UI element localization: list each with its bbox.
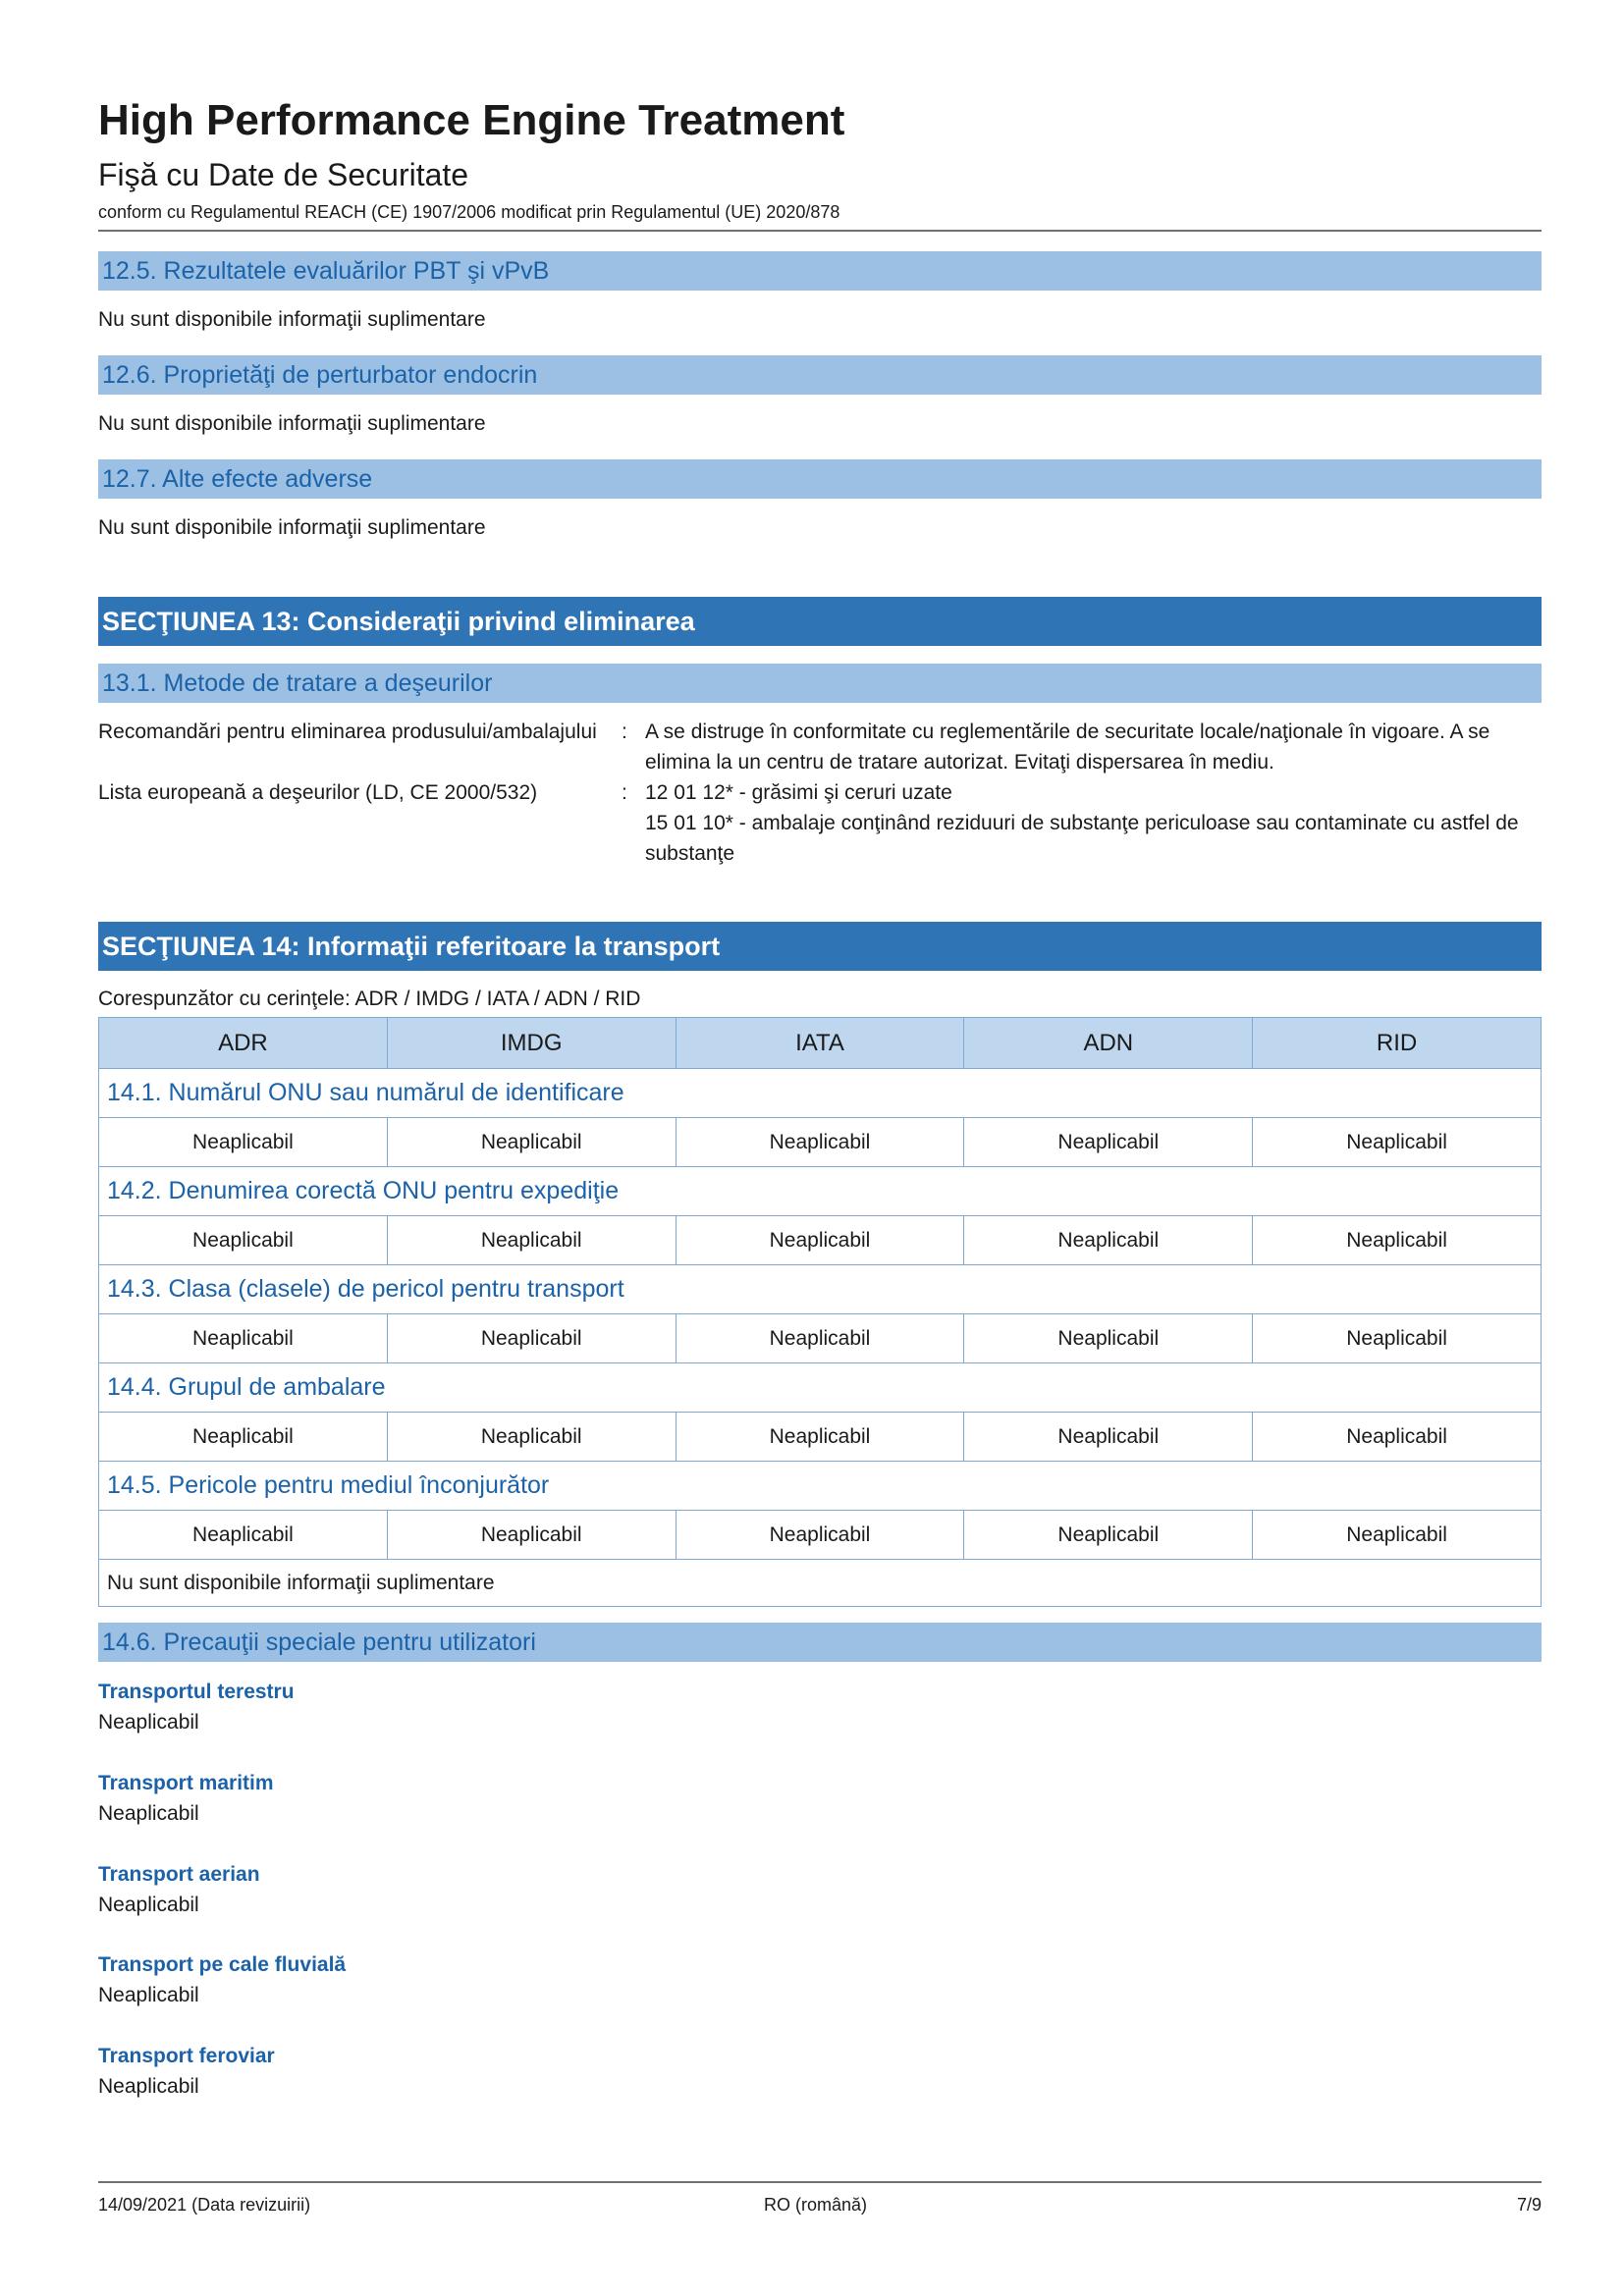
table-subheading-row: [99, 1069, 1542, 1118]
table-cell: Neaplicabil: [387, 1511, 676, 1560]
table-cell: Neaplicabil: [676, 1511, 964, 1560]
subsection-12-5-text: Nu sunt disponibile informaţii suplimentare: [98, 308, 486, 331]
table-cell: Neaplicabil: [964, 1413, 1253, 1462]
table-subheading-row: [99, 1265, 1542, 1314]
table-cell: Neaplicabil: [387, 1314, 676, 1363]
transport-compliance-note: Corespunzător cu cerinţele: ADR / IMDG / IATA / ADN / RID: [98, 988, 641, 1010]
subsection-12-6-text: Nu sunt disponibile informaţii suplimentare: [98, 412, 486, 435]
label-separator: :: [622, 781, 627, 804]
disposal-recommendation-label: Recomandări pentru eliminarea produsului/ambalajului: [98, 721, 597, 743]
column-header-adn: ADN: [964, 1018, 1253, 1069]
table-cell: Neaplicabil: [964, 1511, 1253, 1560]
table-header-row: [99, 1018, 1542, 1069]
subsection-13-1-heading: 13.1. Metode de tratare a deşeurilor: [98, 664, 1542, 703]
table-cell: Neaplicabil: [99, 1413, 388, 1462]
table-note-row: [99, 1560, 1542, 1607]
table-cell: Neaplicabil: [1253, 1216, 1542, 1265]
regulation-note: conform cu Regulamentul REACH (CE) 1907/2006 modificat prin Regulamentul (UE) 2020/878: [98, 202, 840, 222]
road-transport-label: Transportul terestru: [98, 1681, 295, 1703]
inland-waterway-transport-value: Neaplicabil: [98, 1984, 199, 2006]
table-cell: Neaplicabil: [99, 1314, 388, 1363]
waste-list-value: [645, 777, 1542, 869]
table-cell: Neaplicabil: [964, 1118, 1253, 1167]
section-13-heading: SECŢIUNEA 13: Consideraţii privind eliminarea: [98, 597, 1542, 646]
disposal-recommendation-value: A se distruge în conformitate cu reglementările de securitate locale/naţionale în vigoare. A se elimina la un centru de tratare autorizat. Evitaţi dispersarea în mediu.: [645, 721, 1490, 774]
section-14-heading: SECŢIUNEA 14: Informaţii referitoare la transport: [98, 922, 1542, 971]
table-cell: Neaplicabil: [99, 1118, 388, 1167]
subsection-14-3-heading: 14.3. Clasa (clasele) de pericol pentru transport: [99, 1265, 1542, 1314]
subsection-14-6-heading: 14.6. Precauţii speciale pentru utilizatori: [98, 1623, 1542, 1662]
table-cell: Neaplicabil: [387, 1216, 676, 1265]
table-cell: Neaplicabil: [1253, 1118, 1542, 1167]
subsection-12-7-text: Nu sunt disponibile informaţii suplimentare: [98, 516, 486, 539]
table-row: [99, 1216, 1542, 1265]
road-transport-value: Neaplicabil: [98, 1711, 199, 1734]
subsection-12-6-heading: 12.6. Proprietăţi de perturbator endocrin: [98, 355, 1542, 395]
table-cell: Neaplicabil: [964, 1216, 1253, 1265]
table-row: [99, 1314, 1542, 1363]
table-cell: Neaplicabil: [964, 1314, 1253, 1363]
subsection-14-5-heading: 14.5. Pericole pentru mediul înconjurător: [99, 1462, 1542, 1511]
document-language: RO (română): [764, 2195, 868, 2215]
label-separator: :: [622, 721, 627, 743]
table-cell: Neaplicabil: [1253, 1314, 1542, 1363]
transport-table: [98, 1017, 1542, 1607]
table-subheading-row: [99, 1167, 1542, 1216]
waste-code-2: 15 01 10* - ambalaje conţinând reziduuri de substanţe periculoase sau contaminate cu astfel de substanţe: [645, 812, 1519, 865]
sea-transport-value: Neaplicabil: [98, 1802, 199, 1825]
table-cell: Neaplicabil: [1253, 1511, 1542, 1560]
table-note: Nu sunt disponibile informaţii suplimentare: [99, 1560, 1542, 1607]
rail-transport-label: Transport feroviar: [98, 2045, 275, 2067]
sea-transport-label: Transport maritim: [98, 1772, 274, 1794]
table-cell: Neaplicabil: [676, 1413, 964, 1462]
column-header-imdg: IMDG: [387, 1018, 676, 1069]
document-subtitle: Fişă cu Date de Securitate: [98, 157, 469, 192]
waste-code-1: 12 01 12* - grăsimi şi ceruri uzate: [645, 781, 952, 804]
table-cell: Neaplicabil: [387, 1413, 676, 1462]
table-subheading-row: [99, 1462, 1542, 1511]
page-number: 7/9: [1516, 2195, 1542, 2215]
document-title: High Performance Engine Treatment: [98, 96, 845, 144]
subsection-12-7-heading: 12.7. Alte efecte adverse: [98, 459, 1542, 499]
table-cell: Neaplicabil: [1253, 1413, 1542, 1462]
inland-waterway-transport-label: Transport pe cale fluvială: [98, 1953, 347, 1976]
waste-list-label: Lista europeană a deşeurilor (LD, CE 2000/532): [98, 781, 538, 804]
rail-transport-value: Neaplicabil: [98, 2075, 199, 2098]
column-header-iata: IATA: [676, 1018, 964, 1069]
table-cell: Neaplicabil: [99, 1216, 388, 1265]
table-cell: Neaplicabil: [676, 1314, 964, 1363]
revision-date: 14/09/2021 (Data revizuirii): [98, 2195, 311, 2215]
table-cell: Neaplicabil: [676, 1216, 964, 1265]
subsection-12-5-heading: 12.5. Rezultatele evaluărilor PBT şi vPvB: [98, 251, 1542, 291]
subsection-14-1-heading: 14.1. Numărul ONU sau numărul de identificare: [99, 1069, 1542, 1118]
table-row: [99, 1511, 1542, 1560]
sds-page: [98, 0, 1542, 2296]
air-transport-value: Neaplicabil: [98, 1894, 199, 1916]
table-cell: Neaplicabil: [676, 1118, 964, 1167]
table-subheading-row: [99, 1363, 1542, 1413]
table-row: [99, 1413, 1542, 1462]
subsection-14-2-heading: 14.2. Denumirea corectă ONU pentru expediţie: [99, 1167, 1542, 1216]
table-cell: Neaplicabil: [99, 1511, 388, 1560]
air-transport-label: Transport aerian: [98, 1863, 260, 1886]
table-cell: Neaplicabil: [387, 1118, 676, 1167]
header-divider: [98, 230, 1542, 232]
footer-divider: [98, 2181, 1542, 2183]
column-header-rid: RID: [1253, 1018, 1542, 1069]
column-header-adr: ADR: [99, 1018, 388, 1069]
table-row: [99, 1118, 1542, 1167]
subsection-14-4-heading: 14.4. Grupul de ambalare: [99, 1363, 1542, 1413]
